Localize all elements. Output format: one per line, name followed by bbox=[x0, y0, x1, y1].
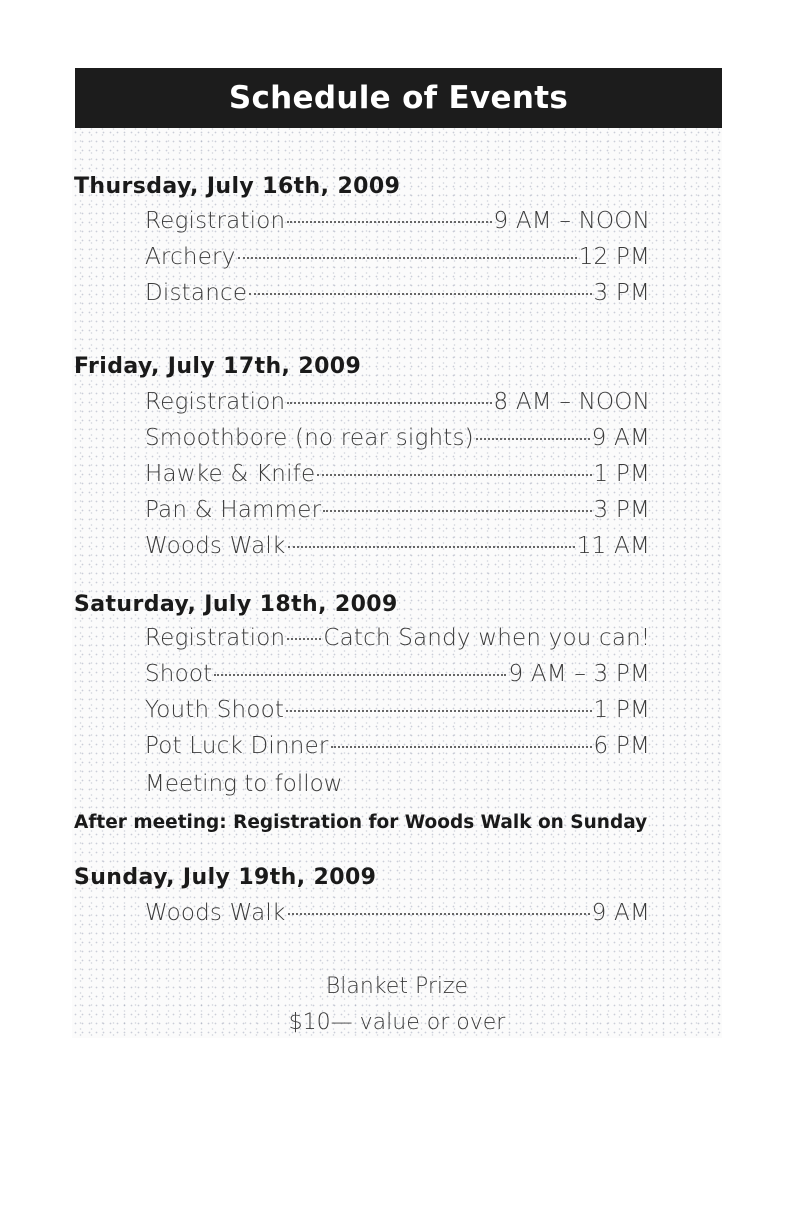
day-heading-friday: Friday, July 17th, 2009 bbox=[74, 354, 362, 379]
dot-leader bbox=[331, 746, 592, 748]
event-name: Shoot bbox=[145, 661, 213, 687]
event-time: 12 PM bbox=[578, 244, 650, 270]
event-time: 9 AM bbox=[591, 425, 650, 451]
dot-leader bbox=[288, 546, 575, 548]
event-name: Pot Luck Dinner bbox=[145, 733, 329, 759]
event-row bbox=[145, 425, 650, 457]
event-row bbox=[145, 661, 650, 693]
event-name: Woods Walk bbox=[145, 533, 286, 559]
event-name: Pan & Hammer bbox=[145, 497, 322, 523]
event-row bbox=[145, 497, 650, 529]
event-name: Archery bbox=[145, 244, 236, 270]
event-name: Registration bbox=[145, 389, 286, 415]
dot-leader bbox=[287, 221, 491, 223]
dot-leader bbox=[287, 402, 491, 404]
event-row bbox=[145, 533, 650, 565]
after-meeting-note: After meeting: Registration for Woods Walk on Sunday bbox=[74, 812, 648, 833]
dot-leader bbox=[317, 474, 591, 476]
meeting-follow-text: Meeting to follow bbox=[145, 771, 343, 797]
dot-leader bbox=[238, 257, 577, 259]
event-name: Distance bbox=[145, 280, 248, 306]
prize-line-2: $10— value or over bbox=[288, 1010, 506, 1035]
event-name: Youth Shoot bbox=[145, 697, 285, 723]
event-name: Smoothbore (no rear sights) bbox=[145, 425, 474, 451]
dot-leader bbox=[476, 438, 590, 440]
dot-leader bbox=[214, 674, 506, 676]
dot-leader bbox=[323, 510, 591, 512]
dot-leader bbox=[288, 913, 590, 915]
event-row bbox=[145, 625, 650, 657]
event-row bbox=[145, 280, 650, 312]
event-time: 6 PM bbox=[593, 733, 650, 759]
event-name: Hawke & Knife bbox=[145, 461, 316, 487]
dot-leader bbox=[286, 710, 591, 712]
event-time: 9 AM – 3 PM bbox=[508, 661, 650, 687]
event-row bbox=[145, 461, 650, 493]
event-row bbox=[145, 733, 650, 765]
prize-line-1: Blanket Prize bbox=[325, 974, 469, 999]
event-name: Registration bbox=[145, 208, 286, 234]
event-time: 9 AM – NOON bbox=[493, 208, 650, 234]
dot-leader bbox=[287, 638, 321, 640]
event-name: Woods Walk bbox=[145, 900, 286, 926]
event-time: 9 AM bbox=[591, 900, 650, 926]
event-time: 3 PM bbox=[593, 280, 650, 306]
event-time: 3 PM bbox=[593, 497, 650, 523]
event-row bbox=[145, 389, 650, 421]
event-row bbox=[145, 900, 650, 932]
page-title: Schedule of Events bbox=[228, 80, 569, 116]
day-heading-thursday: Thursday, July 16th, 2009 bbox=[74, 174, 401, 199]
day-heading-sunday: Sunday, July 19th, 2009 bbox=[74, 865, 377, 890]
event-row bbox=[145, 697, 650, 729]
event-time: 1 PM bbox=[593, 461, 650, 487]
event-time: 11 AM bbox=[576, 533, 650, 559]
event-row bbox=[145, 208, 650, 240]
dot-leader bbox=[249, 293, 591, 295]
event-time: 1 PM bbox=[593, 697, 650, 723]
event-time: 8 AM – NOON bbox=[493, 389, 650, 415]
day-heading-saturday: Saturday, July 18th, 2009 bbox=[74, 592, 398, 617]
event-row bbox=[145, 244, 650, 276]
event-time: Catch Sandy when you can! bbox=[323, 625, 651, 651]
event-name: Registration bbox=[145, 625, 286, 651]
